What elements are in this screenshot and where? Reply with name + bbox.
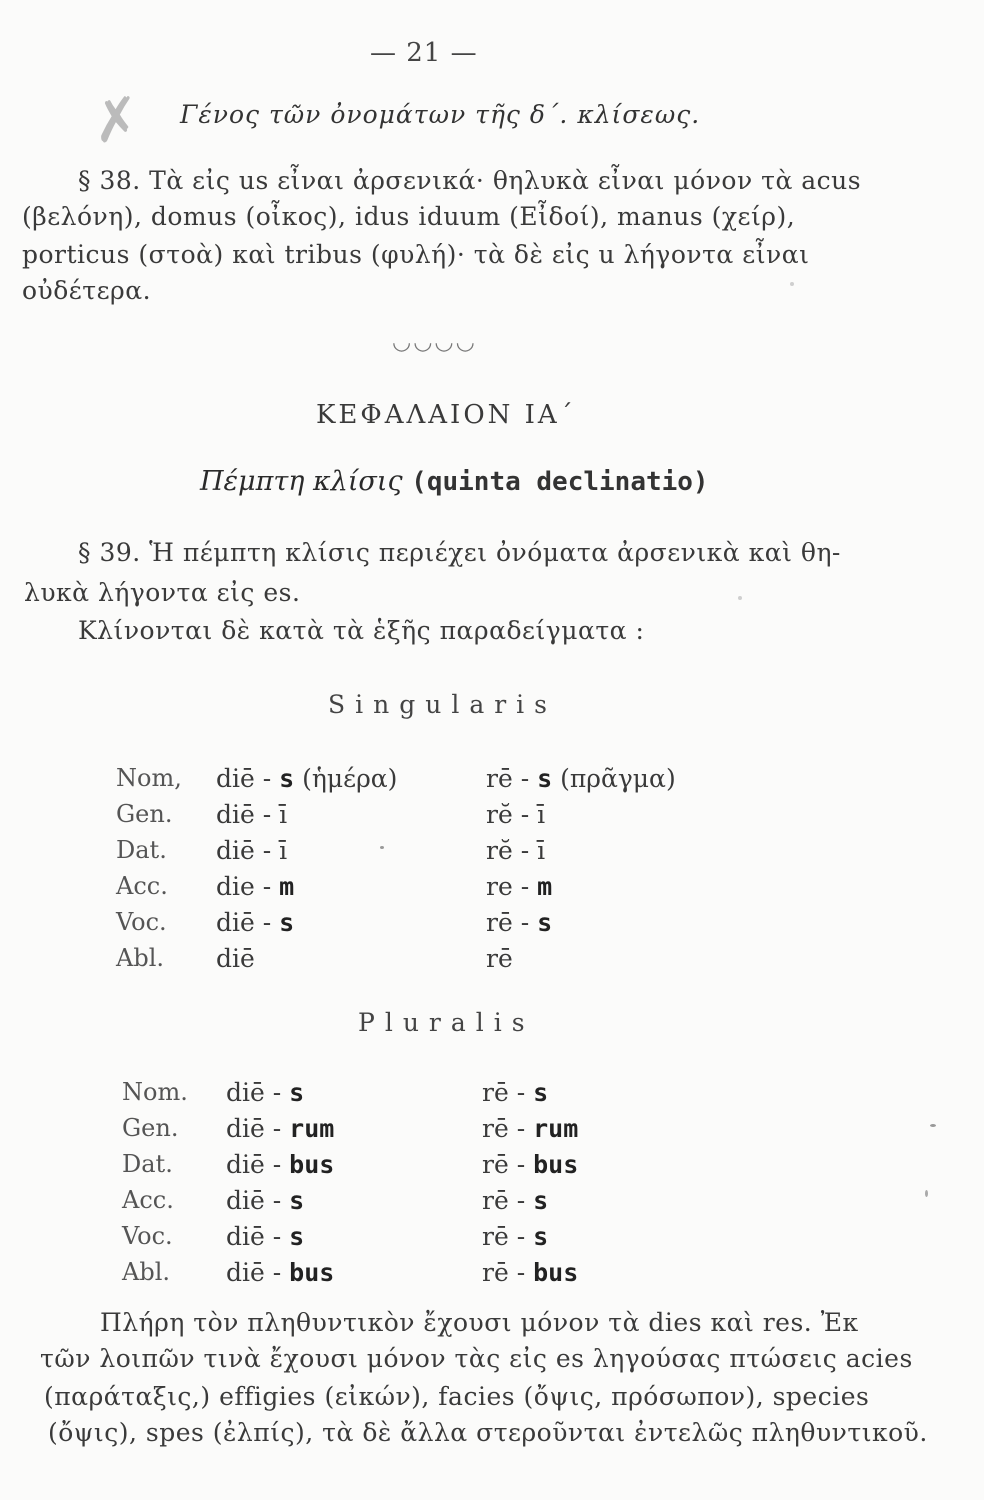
- res-ending: bus: [533, 1258, 579, 1287]
- case-label: Nom,: [116, 764, 182, 792]
- res-form: [482, 1150, 578, 1179]
- dies-translation: (ἡμέρα): [294, 764, 398, 793]
- dies-form: [216, 944, 255, 973]
- dies-stem: diē -: [226, 1114, 290, 1143]
- case-label: Acc.: [116, 872, 168, 900]
- res-form: [486, 764, 676, 793]
- res-form: [482, 1258, 578, 1287]
- para39-line3: Κλίνονται δὲ κατὰ τὰ ἑξῆς παραδείγματα :: [78, 616, 645, 645]
- dies-ending: s: [289, 1222, 305, 1251]
- dies-form: [226, 1258, 334, 1287]
- dies-form: [216, 800, 287, 829]
- dies-ending: m: [279, 872, 295, 901]
- para39-line2: λυκὰ λήγοντα εἰς es.: [24, 578, 301, 607]
- case-label: Gen.: [116, 800, 173, 828]
- closing-line3: (παράταξις,) effigies (εἰκών), facies (ὄψις, πρόσωπον), species: [44, 1382, 870, 1411]
- res-stem: rĕ - ī: [486, 800, 546, 829]
- res-ending: s: [537, 908, 553, 937]
- dies-stem: diē -: [226, 1222, 290, 1251]
- dies-form: [216, 764, 397, 793]
- res-form: [486, 872, 552, 901]
- closing-line4: (ὄψις), spes (ἐλπίς), τὰ δὲ ἄλλα στεροῦνται ἐντελῶς πληθυντικοῦ.: [48, 1418, 928, 1447]
- para38-line4: οὐδέτερα.: [22, 276, 152, 305]
- dies-form: [226, 1078, 304, 1107]
- ornament-divider: ◡◡◡◡: [392, 330, 477, 355]
- res-ending: s: [533, 1222, 549, 1251]
- dies-ending: s: [279, 764, 295, 793]
- chapter-title: ΚΕΦΑΛΑΙΟΝ ΙΑ΄: [316, 400, 576, 430]
- case-label: Gen.: [122, 1114, 179, 1142]
- dies-ending: bus: [289, 1150, 335, 1179]
- dies-stem: diē -: [226, 1078, 290, 1107]
- res-ending: bus: [533, 1150, 579, 1179]
- res-stem: rē -: [486, 764, 538, 793]
- dies-ending: s: [279, 908, 295, 937]
- case-label: Nom.: [122, 1078, 188, 1106]
- dies-stem: diē: [216, 944, 255, 973]
- res-stem: rē -: [486, 908, 538, 937]
- section-heading: Γένος τῶν ὀνομάτων τῆς δ΄. κλίσεως.: [180, 100, 701, 129]
- dies-form: [226, 1186, 304, 1215]
- res-ending: s: [533, 1078, 549, 1107]
- res-form: [482, 1222, 548, 1251]
- para39-line1: § 39. Ἡ πέμπτη κλίσις περιέχει ὀνόματα ἀρσενικὰ καὶ θη-: [78, 538, 841, 567]
- chapter-subtitle-greek: Πέμπτη κλίσις: [200, 466, 403, 497]
- res-stem: rē -: [482, 1258, 534, 1287]
- para38-line3: porticus (στοὰ) καὶ tribus (φυλή)· τὰ δὲ εἰς u λήγοντα εἶναι: [22, 240, 810, 269]
- scan-speck: [925, 1190, 928, 1197]
- closing-line1: Πλήρη τὸν πληθυντικὸν ἔχουσι μόνον τὰ dies καὶ res. Ἐκ: [100, 1308, 859, 1337]
- dies-stem: diē - ī: [216, 836, 288, 865]
- dies-ending: s: [289, 1186, 305, 1215]
- scan-speck: [738, 596, 742, 600]
- dies-stem: diē -: [226, 1150, 290, 1179]
- dies-form: [216, 872, 294, 901]
- case-label: Dat.: [122, 1150, 173, 1178]
- res-form: [486, 836, 545, 865]
- page-number: — 21 —: [370, 38, 478, 68]
- dies-form: [226, 1150, 334, 1179]
- case-label: Abl.: [122, 1258, 170, 1286]
- res-stem: rē -: [482, 1078, 534, 1107]
- dies-stem: diē -: [226, 1186, 290, 1215]
- dies-ending: bus: [289, 1258, 335, 1287]
- res-stem: rē -: [482, 1114, 534, 1143]
- case-label: Acc.: [122, 1186, 174, 1214]
- pencil-x-mark-icon: ✗: [87, 82, 146, 158]
- case-label: Voc.: [122, 1222, 173, 1250]
- dies-stem: diē -: [216, 908, 280, 937]
- res-form: [486, 944, 513, 973]
- dies-ending: rum: [289, 1114, 335, 1143]
- dies-form: [226, 1222, 304, 1251]
- res-ending: rum: [533, 1114, 579, 1143]
- dies-stem: diē -: [216, 764, 280, 793]
- res-stem: rē -: [482, 1186, 534, 1215]
- pluralis-heading: Pluralis: [358, 1008, 535, 1037]
- res-ending: m: [537, 872, 553, 901]
- dies-stem: die -: [216, 872, 280, 901]
- case-label: Dat.: [116, 836, 167, 864]
- dies-form: [226, 1114, 334, 1143]
- chapter-subtitle: [200, 466, 709, 497]
- singularis-heading: Singularis: [328, 690, 558, 719]
- dies-stem: diē - ī: [216, 800, 288, 829]
- case-label: Voc.: [116, 908, 167, 936]
- case-label: Abl.: [116, 944, 164, 972]
- res-form: [482, 1114, 578, 1143]
- para38-line2: (βελόνη), domus (οἶκος), idus iduum (Εἶδοί), manus (χείρ),: [22, 202, 796, 231]
- res-form: [486, 908, 552, 937]
- dies-stem: diē -: [226, 1258, 290, 1287]
- dies-ending: s: [289, 1078, 305, 1107]
- res-form: [486, 800, 545, 829]
- res-form: [482, 1186, 548, 1215]
- res-stem: rē -: [482, 1150, 534, 1179]
- res-stem: rē -: [482, 1222, 534, 1251]
- res-translation: (πρᾶγμα): [552, 764, 676, 793]
- scan-speck: [930, 1124, 936, 1127]
- res-ending: s: [533, 1186, 549, 1215]
- closing-line2: τῶν λοιπῶν τινὰ ἔχουσι μόνον τὰς εἰς es ληγούσας πτώσεις acies: [40, 1344, 913, 1373]
- res-ending: s: [537, 764, 553, 793]
- res-stem: rĕ - ī: [486, 836, 546, 865]
- scan-speck: [380, 846, 384, 849]
- para38-line1: § 38. Τὰ εἰς us εἶναι ἀρσενικά· θηλυκὰ εἶναι μόνον τὰ acus: [78, 166, 862, 195]
- dies-form: [216, 836, 287, 865]
- res-stem: rē: [486, 944, 513, 973]
- chapter-subtitle-latin: (quinta declinatio): [411, 467, 709, 497]
- res-stem: re -: [486, 872, 538, 901]
- scan-speck: [790, 282, 794, 286]
- dies-form: [216, 908, 294, 937]
- res-form: [482, 1078, 548, 1107]
